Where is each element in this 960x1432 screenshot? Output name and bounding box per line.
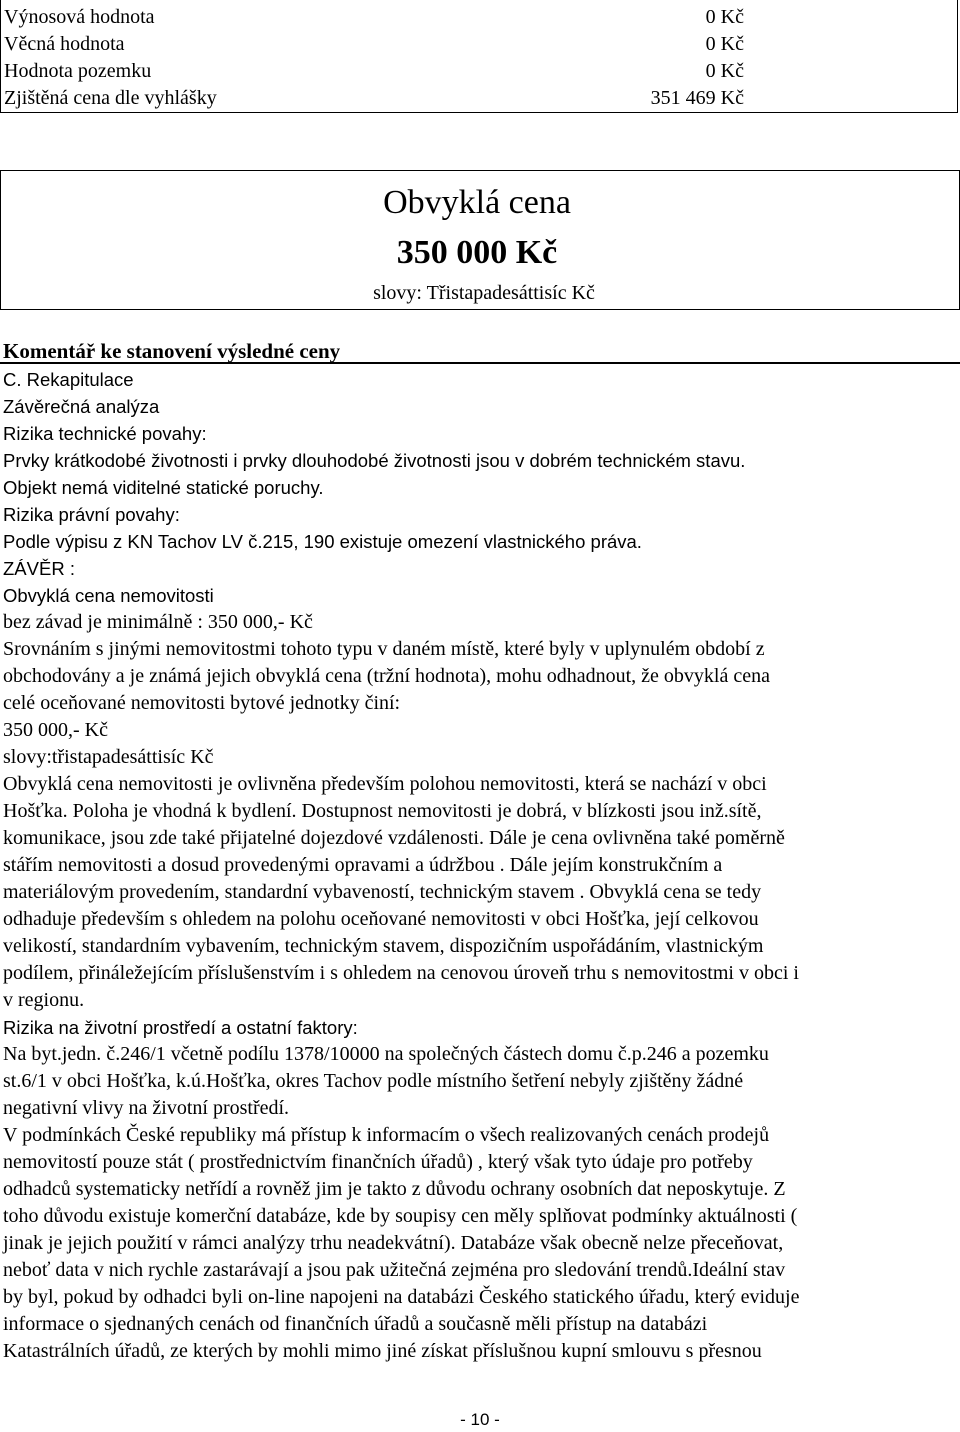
body-text-line: odhadců systematicky netřídí a rovněž jim je takto z důvodu ochrany osobních dat neposkytuje. Z: [3, 1178, 786, 1200]
summary-row: [4, 4, 744, 30]
body-text-line: Rizika na životní prostředí a ostatní faktory:: [3, 1017, 358, 1038]
summary-label: Výnosová hodnota: [4, 6, 155, 28]
summary-row: [4, 85, 744, 111]
body-text-line: 350 000,- Kč: [3, 719, 108, 741]
body-text-line: toho důvodu existuje komerční databáze, kde by soupisy cen měly splňovat podmínky aktuálnosti (: [3, 1205, 798, 1227]
body-text-line: Srovnáním s jinými nemovitostmi tohoto typu v daném místě, které byly v uplynulém období z: [3, 638, 765, 660]
summary-value: 351 469 Kč: [650, 87, 744, 109]
body-text-line: velikostí, standardním vybavením, technickým stavem, dispozičním uspořádáním, vlastnickým: [3, 935, 764, 957]
body-text-line: Na byt.jedn. č.246/1 včetně podílu 1378/10000 na společných částech domu č.p.246 a pozemku: [3, 1043, 769, 1065]
body-text-line: Hošťka. Poloha je vhodná k bydlení. Dostupnost nemovitosti je dobrá, v blízkosti jsou inž.sítě,: [3, 800, 762, 822]
body-text-line: Závěrečná analýza: [3, 396, 160, 417]
summary-row: [4, 31, 744, 57]
body-text-line: ZÁVĚR :: [3, 558, 75, 579]
comment-heading: Komentář ke stanovení výsledné ceny: [0, 338, 960, 364]
body-text-line: celé oceňované nemovitosti bytové jednotky činí:: [3, 692, 401, 714]
summary-value: 0 Kč: [705, 60, 744, 82]
body-text-line: v regionu.: [3, 989, 85, 1011]
summary-label: Zjištěná cena dle vyhlášky: [4, 87, 217, 109]
summary-value: 0 Kč: [705, 33, 744, 55]
usual-price-title: Obvyklá cena: [383, 184, 571, 221]
body-text-line: negativní vlivy na životní prostředí.: [3, 1097, 290, 1119]
body-text-line: obchodovány a je známá jejich obvyklá cena (tržní hodnota), mohu odhadnout, že obvyklá cena: [3, 665, 770, 687]
body-text-line: st.6/1 v obci Hošťka, k.ú.Hošťka, okres Tachov podle místního šetření nebyly zjištěny žádné: [3, 1070, 744, 1092]
body-text-line: odhaduje především s ohledem na polohu oceňované nemovitosti v obci Hošťka, její celkovou: [3, 908, 759, 930]
body-text-line: slovy:třistapadesáttisíc Kč: [3, 746, 214, 768]
body-text-line: neboť data v nich rychle zastarávají a jsou pak užitečná zejména pro sledování trendů.Ideální stav: [3, 1259, 786, 1281]
usual-price-words: slovy: Třistapadesáttisíc Kč: [373, 282, 595, 304]
body-text-line: Obvyklá cena nemovitosti je ovlivněna především polohou nemovitosti, která se nachází v obci: [3, 773, 767, 795]
summary-label: Hodnota pozemku: [4, 60, 152, 82]
body-text-line: nemovitostí pouze stát ( prostřednictvím finančních úřadů) , který však tyto údaje pro potřeby: [3, 1151, 753, 1173]
usual-price-value: 350 000 Kč: [396, 234, 558, 271]
summary-row: [4, 58, 744, 84]
body-text-line: komunikace, jsou zde také přijatelné dojezdové vzdálenosti. Dále je cena ovlivněna také poměrně: [3, 827, 785, 849]
body-text-line: Rizika právní povahy:: [3, 504, 180, 525]
body-text-line: Prvky krátkodobé životnosti i prvky dlouhodobé životnosti jsou v dobrém technickém stavu.: [3, 450, 746, 471]
body-text-line: stářím nemovitosti a dosud provedenými opravami a údržbou . Dále jejím konstrukčním a: [3, 854, 723, 876]
body-text-line: Objekt nemá viditelné statické poruchy.: [3, 477, 324, 498]
usual-price-box: [0, 170, 960, 310]
summary-value: 0 Kč: [705, 6, 744, 28]
body-text-line: podílem, přináležejícím příslušenstvím i s ohledem na cenovou úroveň trhu s nemovitostmi v obci i: [3, 962, 799, 984]
body-text-line: materiálovým provedením, standardní vybaveností, technickým stavem . Obvyklá cena se tedy: [3, 881, 762, 903]
body-text-line: by byl, pokud by odhadci byli on-line napojeni na databázi Českého statického úřadu, který eviduje: [3, 1286, 800, 1308]
body-text-line: bez závad je minimálně : 350 000,- Kč: [3, 611, 313, 633]
body-text-line: jinak je jejich použití v rámci analýzy trhu neadekvátní). Databáze však obecně nelze přeceňovat,: [3, 1232, 784, 1254]
body-text-line: C. Rekapitulace: [3, 369, 134, 390]
summary-table: [0, 0, 958, 113]
body-text-line: Katastrálních úřadů, ze kterých by mohli mimo jiné získat příslušnou kupní smlouvu s přesnou: [3, 1340, 762, 1362]
body-text-line: informace o sjednaných cenách od finančních úřadů a současně měli přístup na databázi: [3, 1313, 708, 1335]
body-text-line: Obvyklá cena nemovitosti: [3, 585, 214, 606]
body-text-line: V podmínkách České republiky má přístup k informacím o všech realizovaných cenách prodejů: [3, 1124, 770, 1146]
body-text-line: Podle výpisu z KN Tachov LV č.215, 190 existuje omezení vlastnického práva.: [3, 531, 642, 552]
summary-label: Věcná hodnota: [4, 33, 125, 55]
page-number: - 10 -: [460, 1410, 500, 1429]
body-text-line: Rizika technické povahy:: [3, 423, 207, 444]
